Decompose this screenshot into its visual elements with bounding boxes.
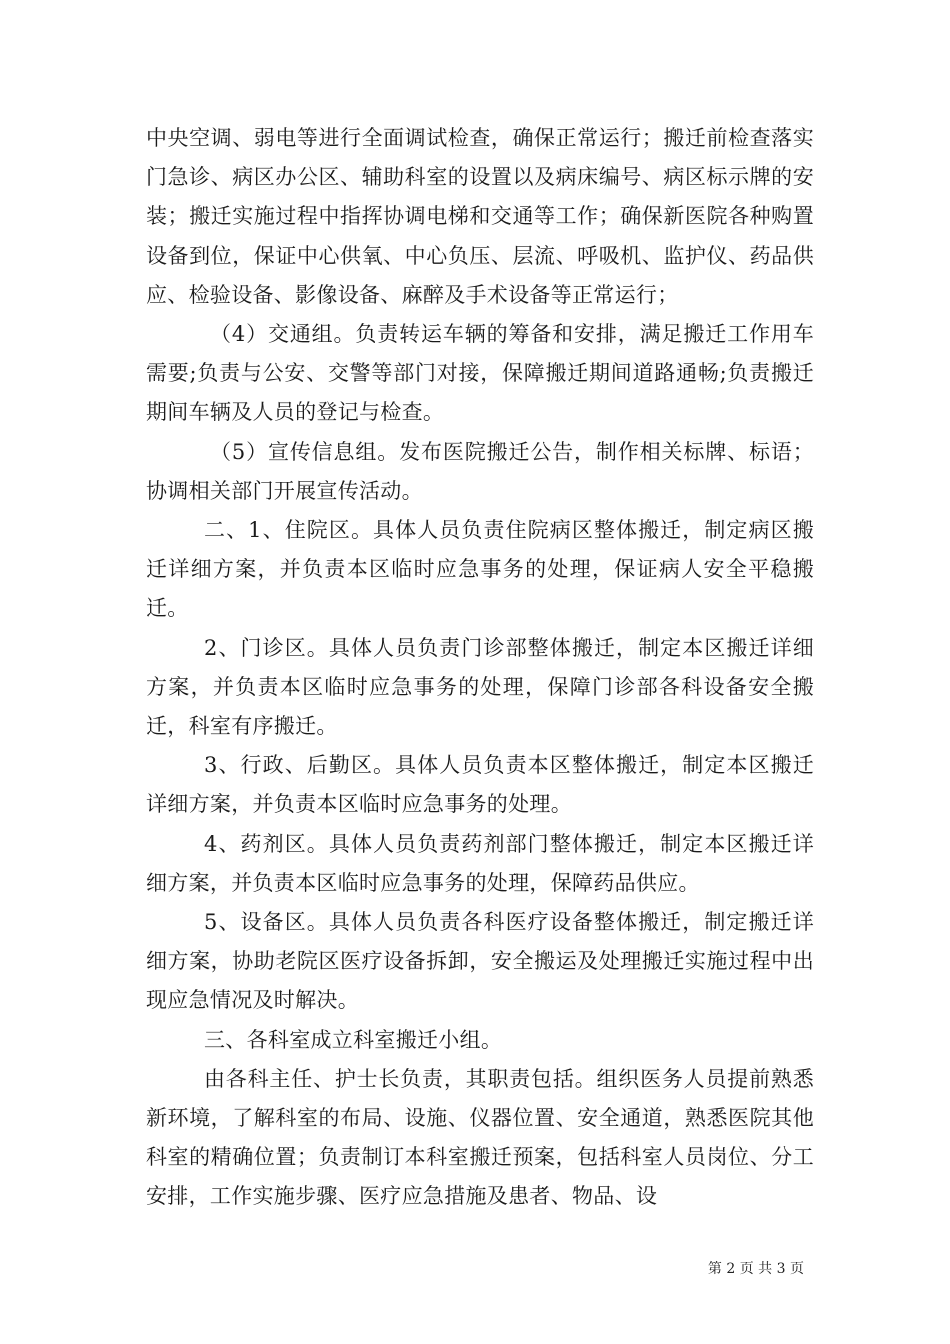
section-heading-department-groups: 三、各科室成立科室搬迁小组。	[204, 1027, 503, 1052]
document-body	[146, 119, 814, 1217]
paragraph-pharmacy-area: 4、药剂区。具体人员负责药剂部门整体搬迁，制定本区搬迁详细方案，并负责本区临时应急事务的处理，保障药品供应。	[146, 831, 814, 895]
paragraph-outpatient-area: 2、门诊区。具体人员负责门诊部整体搬迁，制定本区搬迁详细方案，并负责本区临时应急事务的处理，保障门诊部各科设备安全搬迁，科室有序搬迁。	[146, 635, 814, 739]
paragraph-transport-group: （4）交通组。负责转运车辆的筹备和安排，满足搬迁工作用车需要;负责与公安、交警等部门对接，保障搬迁期间道路通畅;负责搬迁期间车辆及人员的登记与检查。	[146, 322, 814, 425]
paragraph-equipment-group-continued: 中央空调、弱电等进行全面调试检查，确保正常运行；搬迁前检查落实门急诊、病区办公区、辅助科室的设置以及病床编号、病区标示牌的安装；搬迁实施过程中指挥协调电梯和交通等工作；确保新医院各种购置设备到位，保证中心供氧、中心负压、层流、呼吸机、监护仪、药品供应、检验设备、影像设备、麻醉及手术设备等正常运行；	[146, 126, 814, 307]
paragraph-department-duties: 由各科主任、护士长负责，其职责包括。组织医务人员提前熟悉新环境，了解科室的布局、设施、仪器位置、安全通道，熟悉医院其他科室的精确位置；负责制订本科室搬迁预案，包括科室人员岗位、分工安排，工作实施步骤、医疗应急措施及患者、物品、设	[146, 1066, 814, 1209]
paragraph-inpatient-area: 二、1、住院区。具体人员负责住院病区整体搬迁，制定病区搬迁详细方案，并负责本区临时应急事务的处理，保证病人安全平稳搬迁。	[146, 518, 814, 621]
paragraph-publicity-group: （5）宣传信息组。发布医院搬迁公告，制作相关标牌、标语；协调相关部门开展宣传活动。	[146, 439, 814, 503]
page-number-footer: 第 2 页 共 3 页	[707, 1261, 804, 1277]
paragraph-admin-logistics-area: 3、行政、后勤区。具体人员负责本区整体搬迁，制定本区搬迁详细方案，并负责本区临时应急事务的处理。	[146, 753, 814, 817]
paragraph-equipment-area: 5、设备区。具体人员负责各科医疗设备整体搬迁，制定搬迁详细方案，协助老院区医疗设备拆卸，安全搬运及处理搬迁实施过程中出现应急情况及时解决。	[146, 910, 814, 1013]
